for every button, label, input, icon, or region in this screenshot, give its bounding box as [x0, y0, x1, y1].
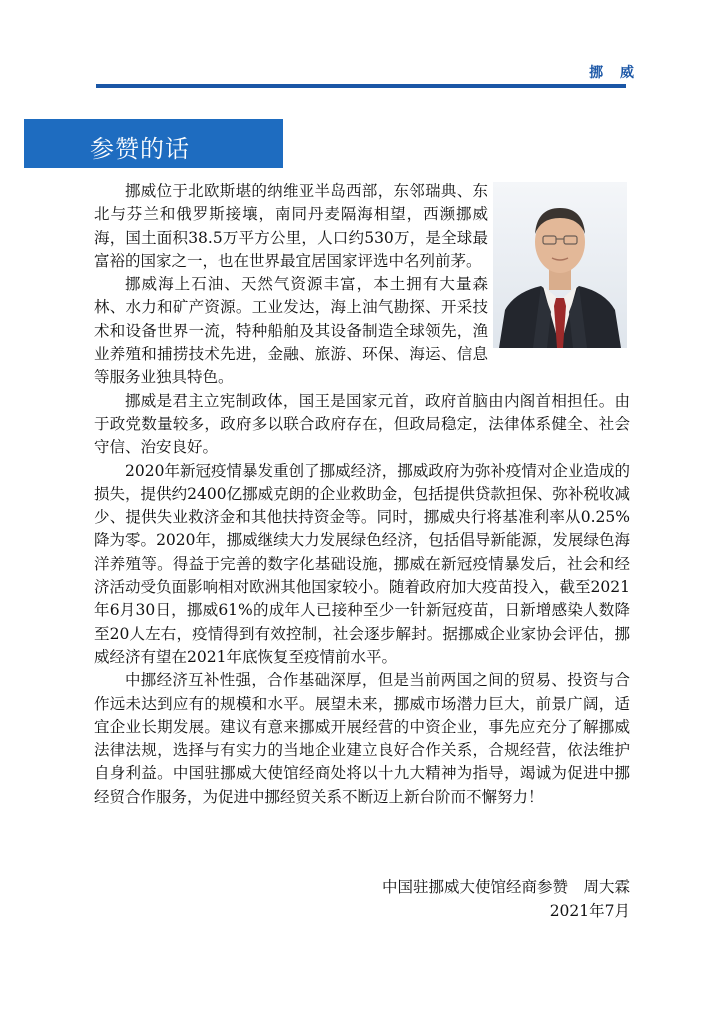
- section-title: 参赞的话: [90, 135, 190, 163]
- signature-author: 中国驻挪威大使馆经商参赞 周大霖: [381, 878, 630, 896]
- photo-spacer: [488, 180, 630, 344]
- header-country: 挪 威: [589, 65, 640, 81]
- signature-date: 2021年7月: [549, 902, 630, 920]
- paragraph-3: 挪威是君主立宪制政体，国王是国家元首，政府首脑由内阁首相担任。由于政党数量较多，政府多以联合政府存在，但政局稳定，法律体系健全、社会守信、治安良好。: [94, 391, 630, 457]
- header-rule: [96, 84, 626, 88]
- paragraph-2: 挪威海上石油、天然气资源丰富，本土拥有大量森林、水力和矿产资源。工业发达，海上油气勘探、开采技术和设备世界一流，特种船舶及其设备制造全球领先，渔业养殖和捕捞技术先进，金融、旅游、环保、海运、信息等服务业独具特色。: [94, 275, 488, 387]
- article-body: [94, 180, 630, 809]
- paragraph-5: 中挪经济互补性强，合作基础深厚，但是当前两国之间的贸易、投资与合作远未达到应有的规模和水平。展望未来，挪威市场潜力巨大，前景广阔，适宜企业长期发展。建议有意来挪威开展经营的中资企业，事先应充分了解挪威法律法规，选择与有实力的当地企业建立良好合作关系，合规经营，依法维护自身利益。中国驻挪威大使馆经商处将以十九大精神为指导，竭诚为促进中挪经贸合作服务，为促进中挪经贸关系不断迈上新台阶而不懈努力！: [94, 671, 630, 806]
- paragraph-1: 挪威位于北欧斯堪的纳维亚半岛西部，东邻瑞典、东北与芬兰和俄罗斯接壤，南同丹麦隔海相望，西濒挪威海，国土面积38.5万平方公里，人口约530万，是全球最富裕的国家之一，也在世界最宜居国家评选中名列前茅。: [94, 182, 488, 270]
- section-title-box: [24, 119, 283, 168]
- paragraph-4: 2020年新冠疫情暴发重创了挪威经济，挪威政府为弥补疫情对企业造成的损失，提供约2400亿挪威克朗的企业救助金，包括提供贷款担保、弥补税收减少、提供失业救济金和其他扶持资金等。同时，挪威央行将基准利率从0.25%降为零。2020年，挪威继续大力发展绿色经济，包括倡导新能源，发展绿色海洋养殖等。得益于完善的数字化基础设施，挪威在新冠疫情暴发后，社会和经济活动受负面影响相对欧洲其他国家较小。随着政府加大疫苗投入，截至2021年6月30日，挪威61%的成年人已接种至少一针新冠疫苗，日新增感染人数降至20人左右，疫情得到有效控制，社会逐步解封。据挪威企业家协会评估，挪威经济有望在2021年底恢复至疫情前水平。: [94, 461, 630, 666]
